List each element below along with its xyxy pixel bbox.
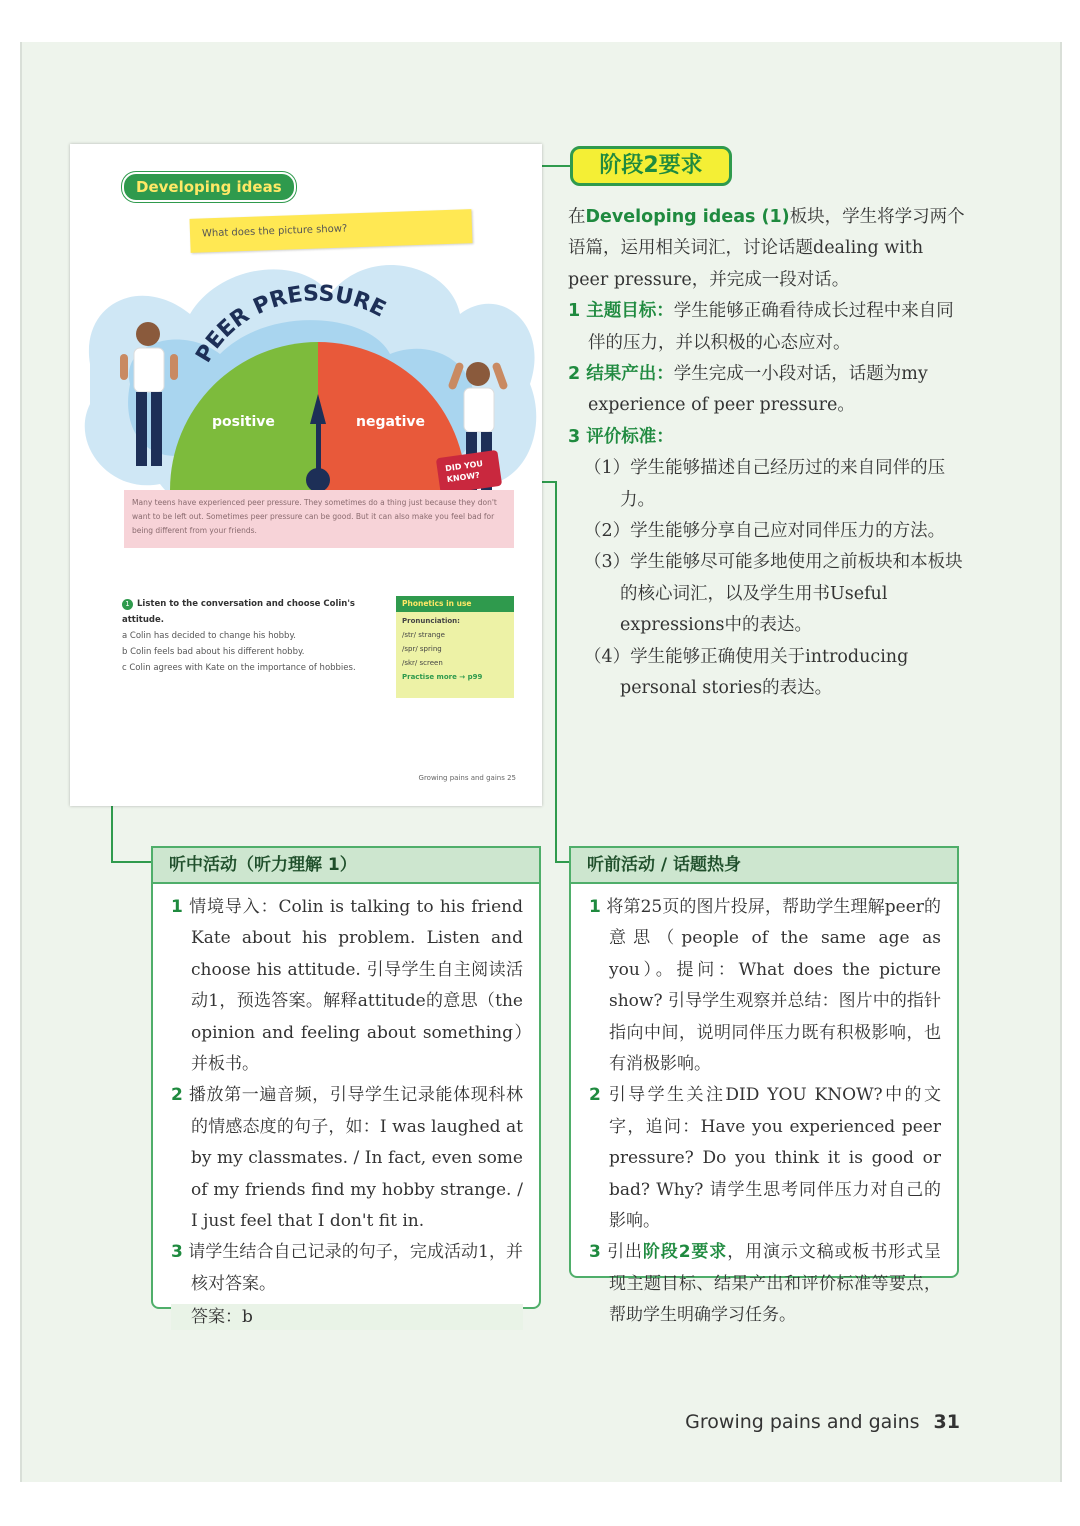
stage2-item-criteria: 3 评价标准：: [568, 426, 674, 447]
stage2-intro: 在Developing ideas (1)板块，学生将学习两个语篇，运用相关词汇，讨论话题dealing with peer pressure，并完成一段对话。: [568, 207, 965, 290]
phonetics-box: [396, 596, 514, 698]
criteria-4: （4）学生能够正确使用关于introducing personal stories的表达。: [584, 646, 909, 699]
page-footer: [685, 1411, 960, 1433]
negative-label: negative: [356, 414, 426, 430]
phonetics-item: /spr/ spring: [402, 645, 442, 653]
exercise-option-a: a Colin has decided to change his hobby.: [122, 631, 296, 641]
phonetics-subtitle: Pronunciation:: [402, 617, 460, 625]
did-you-know-line2: KNOW?: [446, 470, 481, 485]
textbook-page-thumbnail: [70, 144, 542, 806]
phonetics-item: /str/ strange: [402, 631, 445, 639]
phonetics-item: /skr/ screen: [402, 659, 443, 667]
criteria-2: （2）学生能够分享自己应对同伴压力的方法。: [584, 521, 946, 542]
phonetics-more: Practise more → p99: [402, 673, 483, 681]
stage2-item-output: 2 结果产出：学生完成一小段对话，话题为my experience of peer pressure。: [568, 364, 928, 416]
developing-ideas-pill: Developing ideas: [122, 172, 296, 202]
happy-teen-figure: [120, 322, 178, 466]
stage2-item-goal: 1 主题目标：学生能够正确看待成长过程中来自同伴的压力，并以积极的心态应对。: [568, 301, 954, 353]
before-step-1: 1 将第25页的图片投屏，帮助学生理解peer的意思（people of the same age as you）。提问：What does the picture show? 引导学生观察并总结：图片中的指针指向中间，说明同伴压力既有积极影响，也有消极影响。: [589, 897, 941, 1075]
exercise-instruction: Listen to the conversation and choose Colin's attitude.: [122, 599, 355, 625]
exercise-option-b: b Colin feels bad about his different hobby.: [122, 647, 305, 657]
during-step-2: 2 播放第一遍音频，引导学生记录能体现科林的情感态度的句子，如：I was laughed at by my classmates. / In fact, even some of my friends find my hobby strange. / I just feel that I don't fit in.: [171, 1085, 524, 1232]
did-you-know-text: Many teens have experienced peer pressure. They sometimes do a thing just because they don't want to be left out. Sometimes peer pressure can be good. But it can also make you feel bad for being different from your friends.: [124, 490, 514, 548]
before-listening-title: 听前活动 / 话题热身: [571, 848, 957, 884]
stage2-requirements: [568, 202, 968, 705]
during-listening-title: 听中活动（听力理解 1）: [153, 848, 539, 884]
criteria-3: （3）学生能够尽可能多地使用之前板块和本板块的核心词汇，以及学生用书Useful expressions中的表达。: [584, 552, 963, 636]
during-step-3: 3 请学生结合自己记录的句子，完成活动1，并核对答案。: [171, 1242, 523, 1294]
thumbnail-footer: Growing pains and gains 25: [418, 774, 516, 782]
during-step-1: 1 情境导入：Colin is talking to his friend Kate about his problem. Listen and choose his attitude. 引导学生自主阅读活动1，预选答案。解释attitude的意思（the opinion and feeling about something）并板书。: [171, 897, 523, 1075]
page-number: 31: [933, 1411, 960, 1433]
sticky-note-question: What does the picture show?: [189, 209, 472, 253]
stage2-badge: 阶段2要求: [570, 146, 732, 186]
phonetics-title: Phonetics in use: [396, 596, 514, 612]
did-you-know-line1: DID YOU: [444, 459, 484, 474]
exercise-option-c: c Colin agrees with Kate on the importance of hobbies.: [122, 663, 356, 673]
before-listening-box: [569, 846, 959, 1326]
answer-strip: 答案：b: [171, 1304, 523, 1330]
positive-label: positive: [212, 414, 275, 430]
during-listening-box: [151, 846, 541, 1328]
before-step-3: 3 引出阶段2要求，用演示文稿或板书形式呈现主题目标、结果产出和评价标准等要点，帮助学生明确学习任务。: [589, 1242, 941, 1326]
before-step-2: 2 引导学生关注DID YOU KNOW?中的文字，追问：Have you experienced peer pressure? Do you think it is good or bad? Why? 请学生思考同伴压力对自己的影响。: [589, 1085, 941, 1232]
exercise-1: [122, 596, 362, 676]
criteria-1: （1）学生能够描述自己经历过的来自同伴的压力。: [584, 458, 946, 510]
exercise-number: 1: [122, 599, 133, 610]
footer-title: Growing pains and gains: [685, 1411, 920, 1433]
gauge-title: PEER PRESSURE: [191, 281, 390, 368]
